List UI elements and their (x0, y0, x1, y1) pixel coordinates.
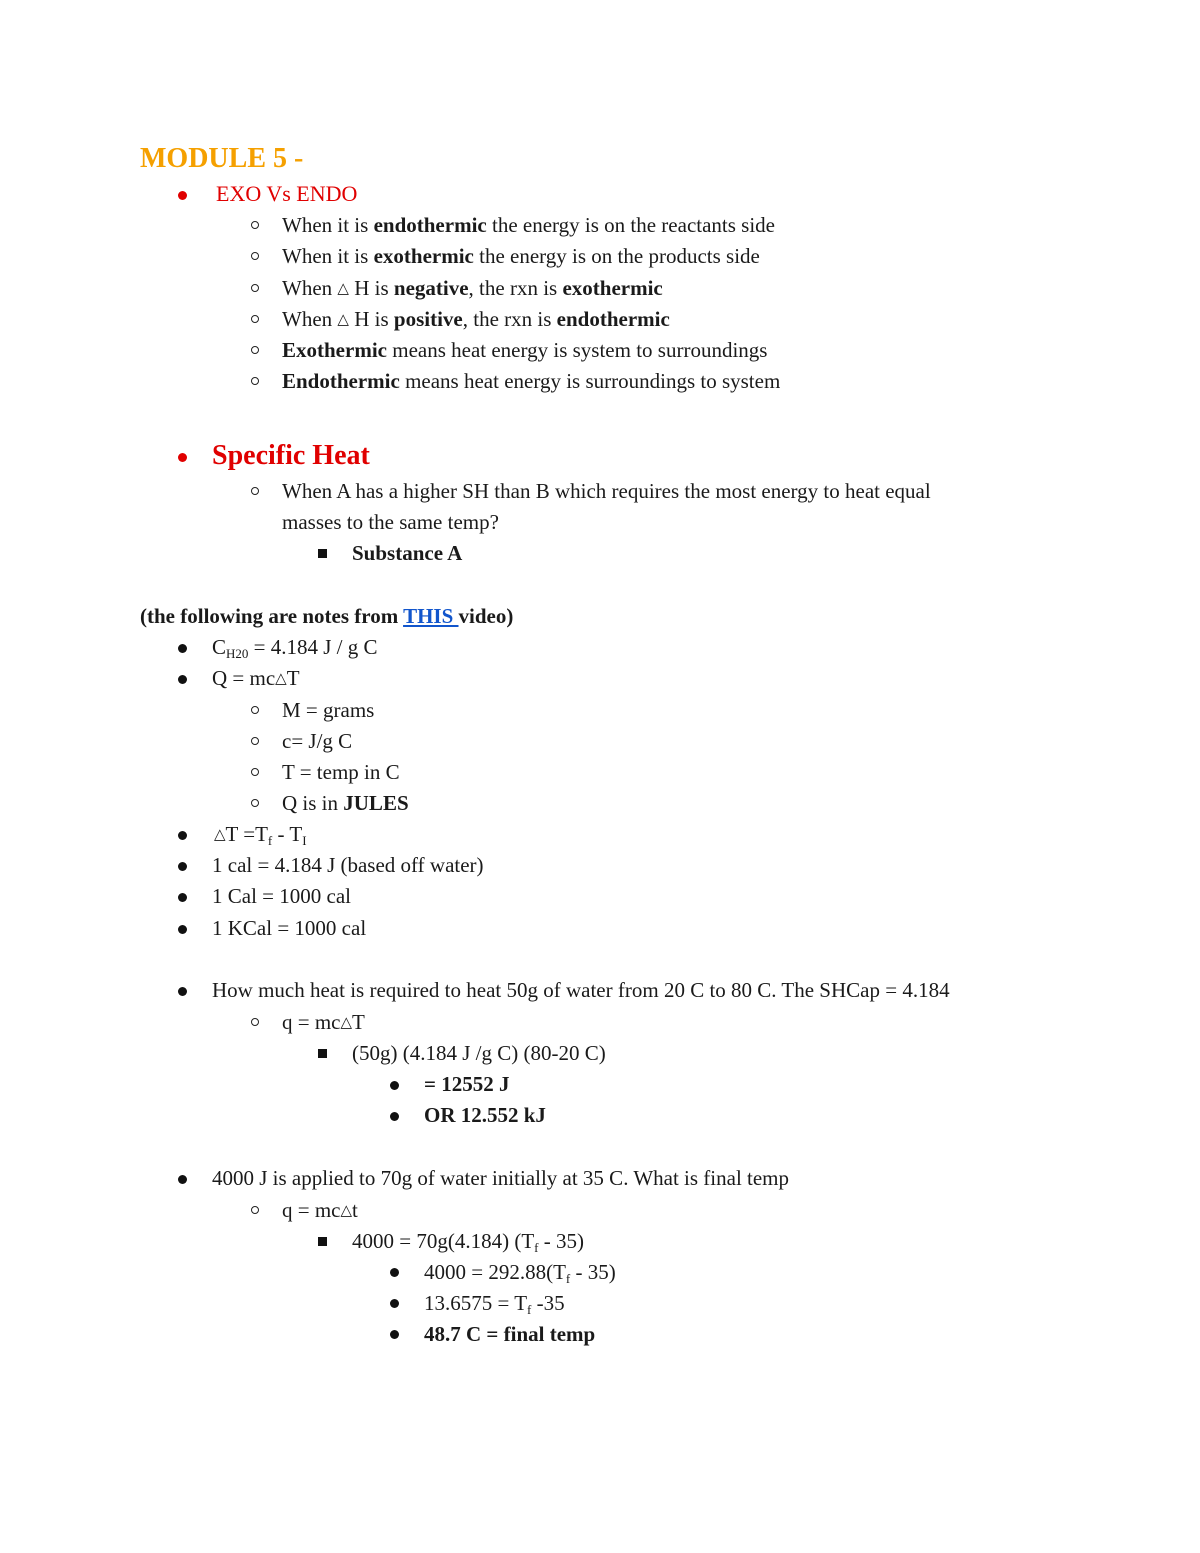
list-item: When it is endothermic the energy is on the reactants side (282, 213, 776, 237)
list-item: When it is exothermic the energy is on the products side (282, 244, 760, 268)
conversion: 1 cal = 4.184 J (based off water) (212, 853, 484, 877)
problem-formula: q = mc△t (282, 1198, 358, 1222)
problem-step: $13.6575 = T_f$ -35 (424, 1291, 565, 1317)
bullet-square (318, 1237, 327, 1246)
delta-icon: △ (340, 1203, 353, 1219)
bullet-circle (251, 377, 259, 385)
bullet-circle (251, 768, 259, 776)
problem-step: $4000 = 292.88(T_f - 35)$ (424, 1260, 616, 1286)
question-line: masses to the same temp? (282, 510, 499, 534)
list-item: Exothermic means heat energy is system to surroundings (282, 338, 768, 362)
formula-delta-t: △T $=T_f - T_I$ (214, 822, 307, 848)
bullet-dot (178, 453, 187, 462)
bullet-circle (251, 706, 259, 714)
bullet-dot (390, 1081, 399, 1090)
section-heading-specific-heat: Specific Heat (212, 440, 370, 471)
delta-icon: △ (337, 281, 349, 297)
conversion: 1 Cal = 1000 cal (212, 884, 351, 908)
problem-formula: q = mc△T (282, 1010, 365, 1034)
bullet-circle (251, 252, 259, 260)
problem-answer: 48.7 C = final temp (424, 1322, 596, 1346)
bullet-dot (178, 644, 187, 653)
bullet-dot (390, 1268, 399, 1277)
definition: c= J/g C (282, 729, 353, 753)
bullet-square (318, 549, 327, 558)
definition: M = grams (282, 698, 375, 722)
definition: T = temp in C (282, 760, 400, 784)
bullet-square (318, 1049, 327, 1058)
bullet-circle (251, 737, 259, 745)
problem-setup: (50g) (4.184 J /g C) (80-20 C) (352, 1041, 606, 1065)
definition: Q is in JULES (282, 791, 409, 815)
problem-answer: OR 12.552 kJ (424, 1103, 546, 1127)
problem-question: How much heat is required to heat 50g of water from 20 C to 80 C. The SHCap = 4.184 (212, 978, 950, 1002)
bullet-dot (178, 893, 187, 902)
formula-c-water: $C_{H20} = 4.184$ J / g C (212, 635, 378, 661)
list-item: When △ H is negative, the rxn is exothermic (282, 276, 663, 300)
bullet-dot (390, 1330, 399, 1339)
bullet-dot (390, 1112, 399, 1121)
page-title: MODULE 5 - (140, 143, 304, 174)
section-heading-exo-endo: EXO Vs ENDO (216, 181, 358, 206)
delta-icon: △ (337, 312, 349, 328)
video-link[interactable]: THIS (403, 604, 459, 628)
bullet-dot (178, 987, 187, 996)
bullet-circle (251, 1206, 259, 1214)
bullet-circle (251, 284, 259, 292)
delta-icon: △ (340, 1015, 353, 1031)
bullet-circle (251, 346, 259, 354)
bullet-dot (178, 862, 187, 871)
bullet-dot (178, 675, 187, 684)
bullet-dot (178, 191, 187, 200)
bullet-dot (390, 1299, 399, 1308)
bullet-circle (251, 1018, 259, 1026)
bullet-dot (178, 925, 187, 934)
list-item: When △ H is positive, the rxn is endothermic (282, 307, 670, 331)
question-line: When A has a higher SH than B which requires the most energy to heat equal (282, 479, 931, 503)
bullet-circle (251, 487, 259, 495)
answer-text: Substance A (352, 541, 463, 565)
problem-answer: = 12552 J (424, 1072, 510, 1096)
conversion: 1 KCal = 1000 cal (212, 916, 367, 940)
bullet-circle (251, 221, 259, 229)
video-note: (the following are notes from THIS video) (140, 604, 514, 628)
bullet-dot (178, 1175, 187, 1184)
list-item: Endothermic means heat energy is surroundings to system (282, 369, 781, 393)
problem-question: 4000 J is applied to 70g of water initially at 35 C. What is final temp (212, 1166, 790, 1190)
delta-icon: △ (214, 827, 226, 843)
bullet-circle (251, 315, 259, 323)
problem-step: 4000 = 70g(4.184) $(T_f - 35)$ (352, 1229, 584, 1255)
bullet-circle (251, 799, 259, 807)
delta-icon: △ (275, 671, 287, 687)
formula-q: Q = mc△T (212, 666, 300, 690)
bullet-dot (178, 831, 187, 840)
